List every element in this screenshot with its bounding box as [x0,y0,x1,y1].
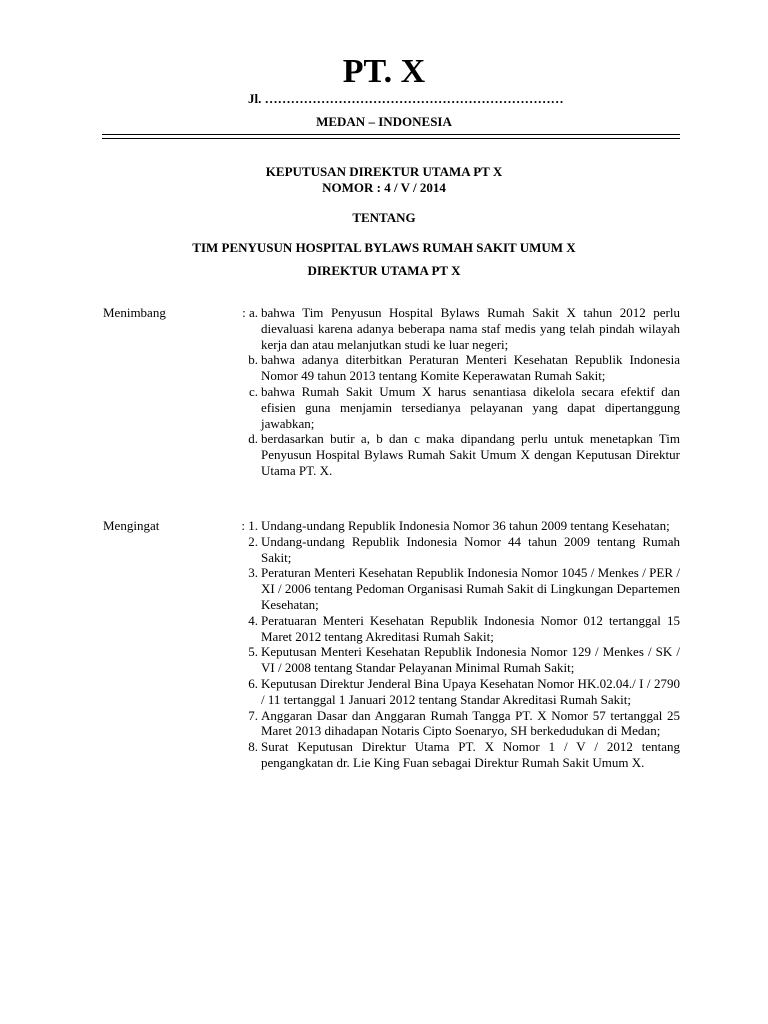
item-marker: 3. [248,565,258,581]
about-label: TENTANG [352,210,416,225]
list-item [232,305,680,352]
list-item [232,534,680,566]
list-item [232,708,680,740]
item-text: berdasarkan butir a, b dan c maka dipandang perlu untuk menetapkan Tim Penyusun Hospital Bylaws Rumah Sakit Umum X dengan Keputusan Direktur Utama PT. X. [261,431,680,478]
company-city: MEDAN – INDONESIA [316,114,452,129]
list-item [232,431,680,478]
item-text: Peratuaran Menteri Kesehatan Republik Indonesia Nomor 012 tertanggal 15 Maret 2012 tentang Akreditasi Rumah Sakit; [261,612,680,644]
decree-subject: TIM PENYUSUN HOSPITAL BYLAWS RUMAH SAKIT UMUM X [192,240,576,255]
item-marker: 8. [248,739,258,755]
list-item [232,739,680,771]
list-item [232,613,680,645]
list-item [232,676,680,708]
item-marker: : 1. [241,518,258,533]
item-marker: 5. [248,644,258,660]
item-text: Keputusan Menteri Kesehatan Republik Indonesia Nomor 129 / Menkes / SK / VI / 2008 tentang Standar Pelayanan Minimal Rumah Sakit; [261,644,680,676]
decree-issuer: DIREKTUR UTAMA PT X [307,263,461,278]
item-marker: d. [248,431,258,447]
decree-number-row [0,180,768,196]
item-text: bahwa adanya diterbitkan Peraturan Menteri Kesehatan Republik Indonesia Nomor 49 tahun 2013 tentang Komite Keperawatan Rumah Sakit; [261,352,680,384]
item-marker: 7. [248,707,258,723]
list-item [232,565,680,612]
list-item [232,518,680,534]
about-label-row [0,210,768,226]
company-name: PT. X [342,53,426,90]
letterhead-divider-thick [102,134,680,135]
mengingat-label: Mengingat [103,518,160,533]
decree-subject-row [0,240,768,256]
item-text: bahwa Rumah Sakit Umum X harus senantiasa dikelola secara efektif dan efisien guna menjamin tersedianya pelayanan yang dapat dipertanggung jawabkan; [261,383,680,431]
item-text: Undang-undang Republik Indonesia Nomor 36 tahun 2009 tentang Kesehatan; [261,518,670,533]
item-text: Keputusan Direktur Jenderal Bina Upaya Kesehatan Nomor HK.02.04./ I / 2790 / 11 tertanggal 1 Januari 2012 tentang Standar Akreditasi Rumah Sakit; [261,675,680,707]
item-text: Undang-undang Republik Indonesia Nomor 44 tahun 2009 tentang Rumah Sakit; [261,533,680,565]
decree-title: KEPUTUSAN DIREKTUR UTAMA PT X [265,164,503,179]
list-item [232,644,680,676]
list-item [232,384,680,431]
decree-number: NOMOR : 4 / V / 2014 [322,180,446,195]
item-marker: 2. [248,533,258,549]
item-text: Peraturan Menteri Kesehatan Republik Indonesia Nomor 1045 / Menkes / PER / XI / 2006 tentang Pedoman Organisasi Rumah Sakit di Lingkungan Departemen Kesehatan; [261,565,680,612]
item-text: Anggaran Dasar dan Anggaran Rumah Tangga PT. X Nomor 57 tertanggal 25 Maret 2013 dihadapan Notaris Cipto Soenaryo, SH berkedudukan di Medan; [261,707,680,739]
item-text: bahwa Tim Penyusun Hospital Bylaws Rumah Sakit X tahun 2012 perlu dievaluasi karena adanya beberapa nama staf medis yang telah pindah wilayah kerja dan atau melanjutkan studi ke luar negeri; [261,305,680,352]
item-marker: b. [248,352,258,368]
menimbang-list [232,305,680,479]
item-marker: 6. [248,675,258,691]
mengingat-list [232,518,680,771]
item-marker: c. [248,383,258,399]
company-address: Jl. …………………………………………………………… [248,91,564,106]
list-item [232,352,680,384]
letterhead-divider-thin [102,138,680,139]
item-marker: : a. [242,305,258,320]
decree-title-row [0,164,768,180]
decree-issuer-row [0,263,768,279]
menimbang-label: Menimbang [103,305,166,320]
item-marker: 4. [248,612,258,628]
item-text: Surat Keputusan Direktur Utama PT. X Nomor 1 / V / 2012 tentang pengangkatan dr. Lie King Fuan sebagai Direktur Rumah Sakit Umum X. [261,739,680,770]
